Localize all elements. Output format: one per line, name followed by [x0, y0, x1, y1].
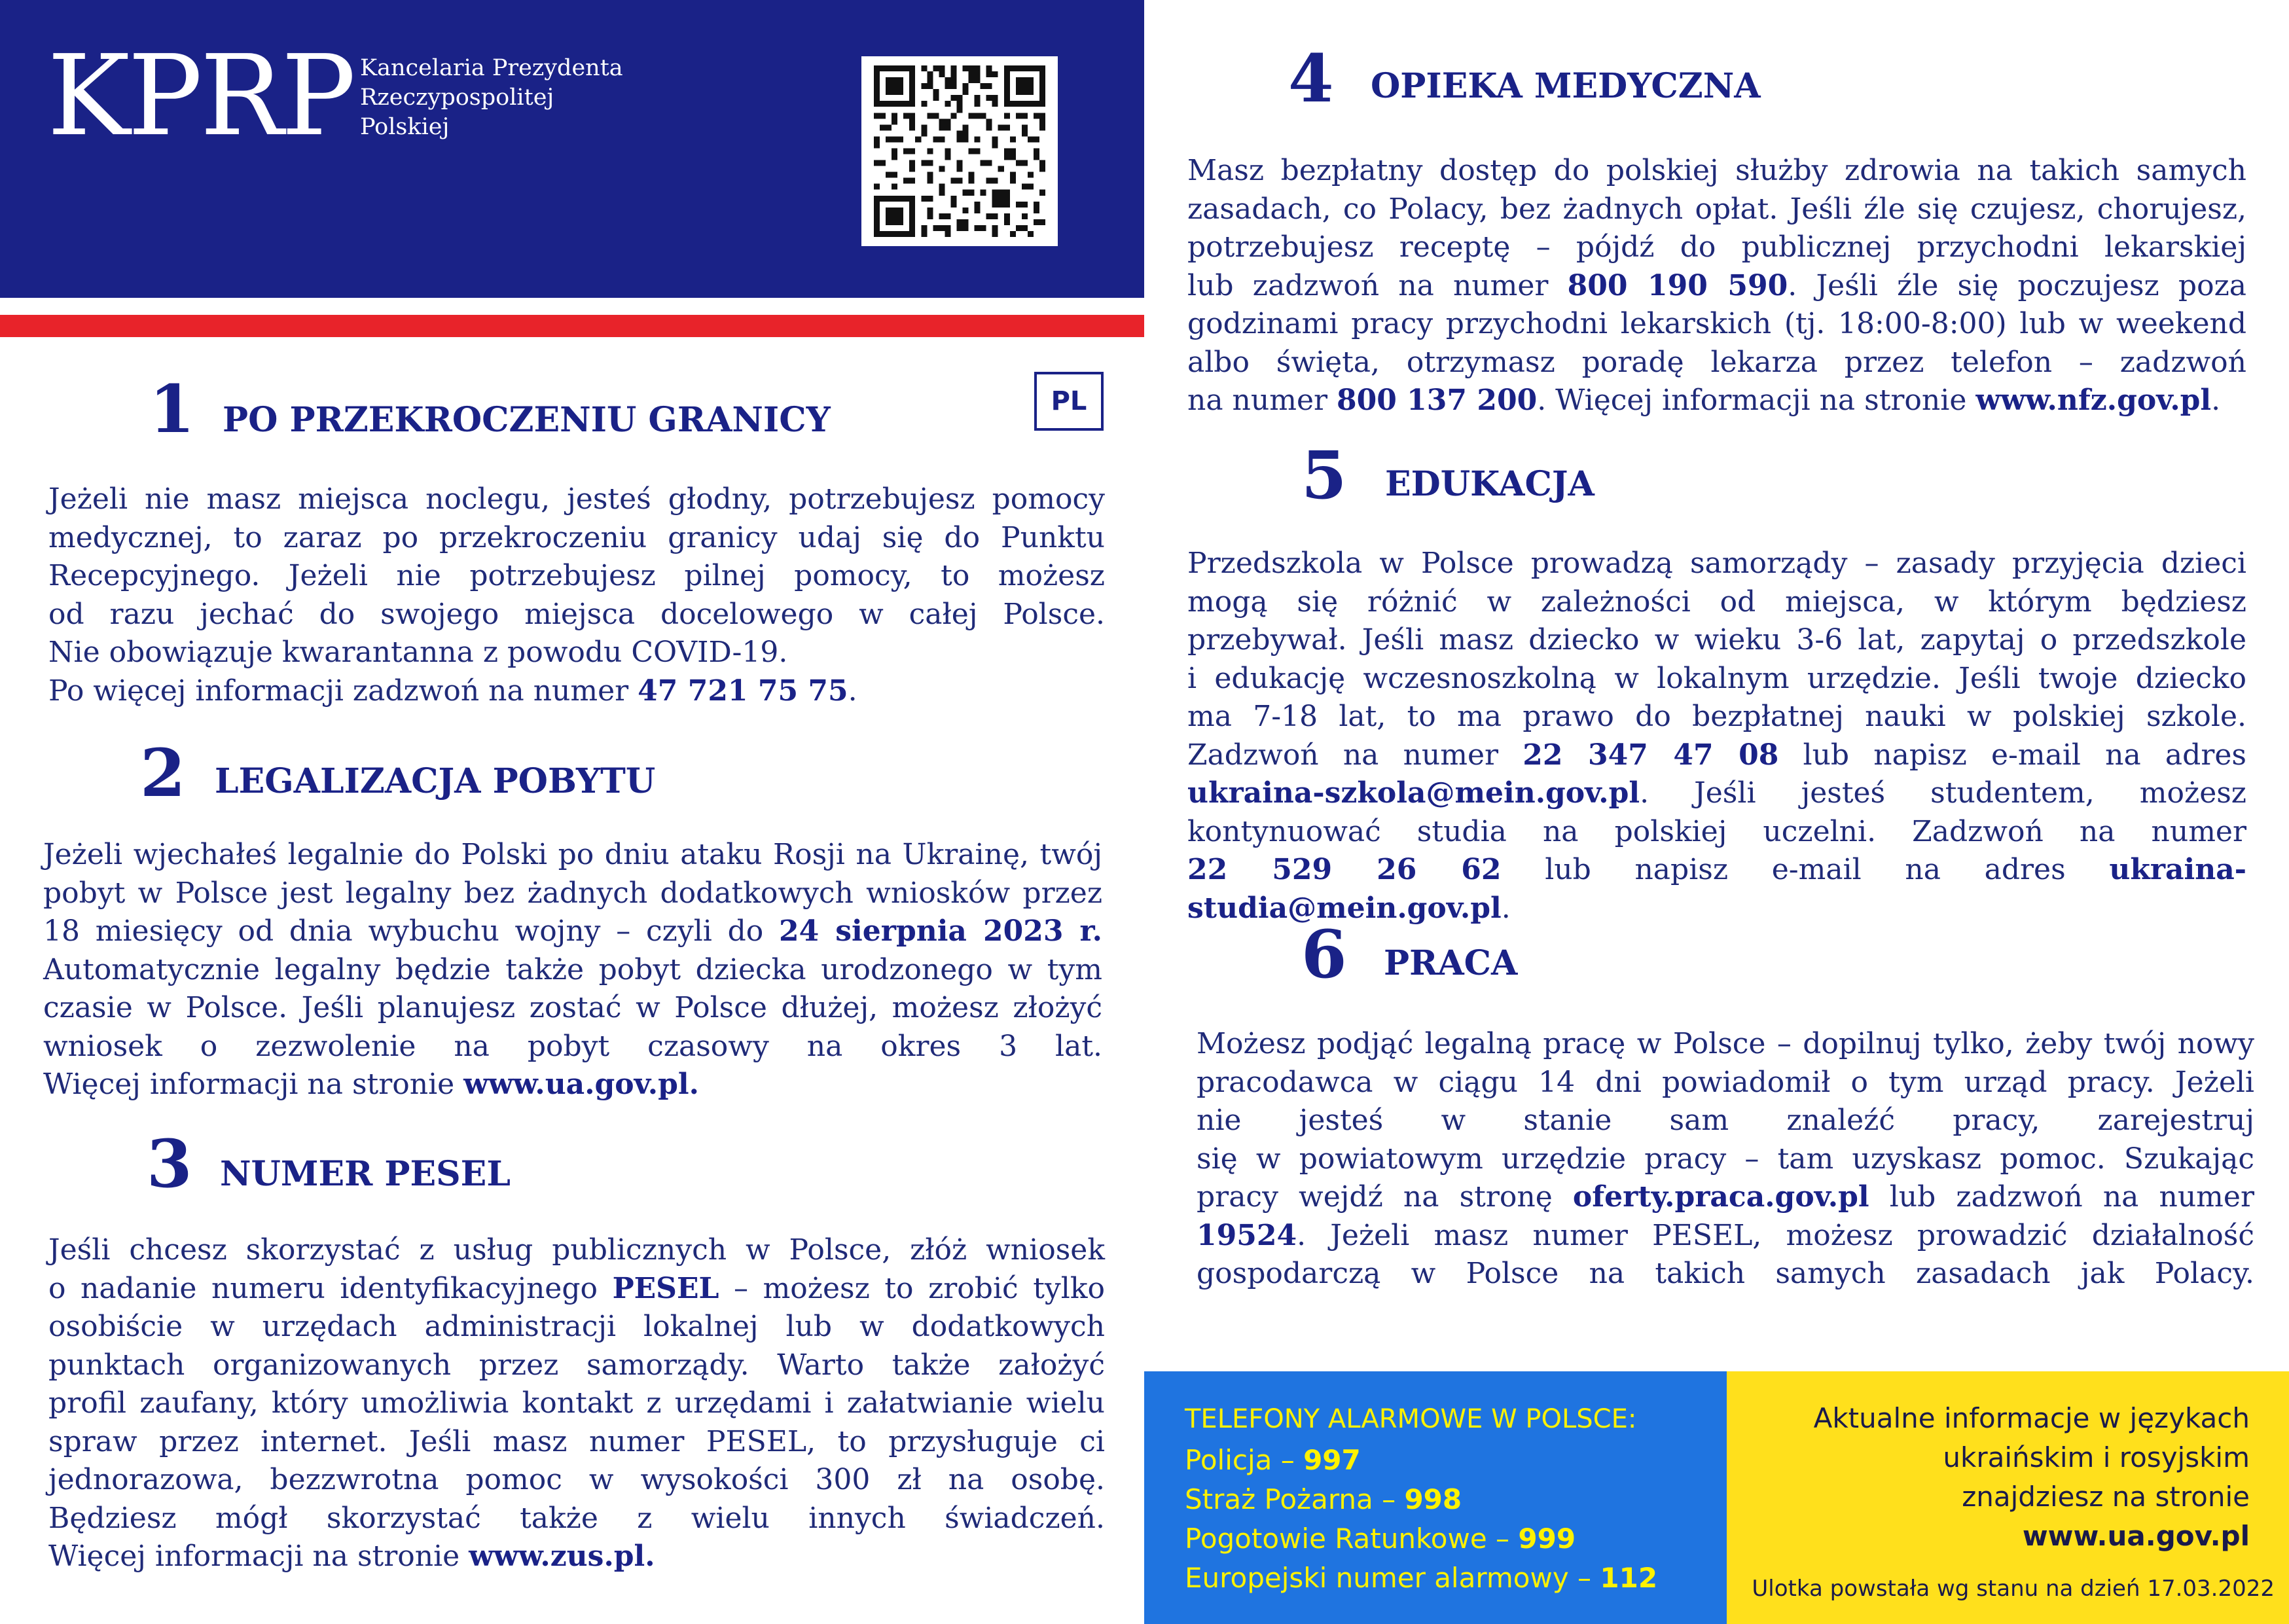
section-5-body [1187, 545, 2246, 928]
text-fragment: . [1501, 891, 1511, 925]
text-line [1197, 1178, 2254, 1217]
flag-white-stripe [0, 298, 1144, 315]
section-3-body [48, 1231, 1105, 1576]
emergency-numbers-box [1144, 1371, 1727, 1624]
section-title: PRACA [1384, 943, 1518, 983]
text-fragment: lub zadzwoń na numer [1187, 268, 1568, 302]
info-line: ukraińskim i rosyjskim [1943, 1441, 2250, 1473]
text-line: i edukację wczesnoszkolną w lokalnym urzędzie. Jeśli twoje dziecko [1187, 661, 2246, 695]
emergency-phone-number[interactable]: 998 [1404, 1483, 1462, 1515]
organization-name-line: Polskiej [360, 114, 450, 140]
text-fragment: . Jeżeli masz numer PESEL, możesz prowadzić działalność [1297, 1218, 2254, 1252]
qr-code[interactable] [861, 56, 1058, 246]
info-line: znajdziesz na stronie [1962, 1481, 2250, 1513]
emergency-number-item [1185, 1519, 1727, 1559]
phone-number[interactable]: 800 137 200 [1337, 384, 1538, 417]
text-line [43, 912, 1102, 951]
website-link[interactable]: www.zus.pl. [469, 1540, 655, 1573]
text-fragment: lub napisz e-mail na adres [1778, 738, 2246, 772]
text-fragment: na numer [1187, 384, 1337, 417]
emergency-number-item [1185, 1559, 1727, 1598]
website-link[interactable]: www.ua.gov.pl. [463, 1068, 699, 1101]
text-line: wniosek o zezwolenie na pobyt czasowy na okres 3 lat. [43, 1029, 1102, 1063]
text-line: ma 7-18 lat, to ma prawo do bezpłatnej nauki w polskiej szkole. [1187, 700, 2246, 733]
text-line: gospodarczą w Polsce na takich samych zasadach jak Polacy. [1197, 1257, 2254, 1290]
text-line: zasadach, co Polacy, bez żadnych opłat. Jeśli źle się czujesz, chorujesz, [1187, 192, 2246, 226]
text-line: osobiście w urzędach administracji lokalnej lub w dodatkowych [48, 1310, 1105, 1343]
text-line: Możesz podjąć legalną pracę w Polsce – dopilnuj tylko, żeby twój nowy [1197, 1027, 2254, 1060]
text-line: czasie w Polsce. Jeśli planujesz zostać w Polsce dłużej, możesz złożyć [43, 991, 1102, 1024]
emergency-phone-number[interactable]: 997 [1303, 1444, 1361, 1476]
text-fragment: o nadanie numeru identyfikacyjnego [48, 1271, 613, 1305]
emergency-number-item [1185, 1441, 1727, 1480]
section-title: PO PRZEKROCZENIU GRANICY [223, 400, 831, 440]
website-link[interactable]: oferty.praca.gov.pl [1572, 1180, 1869, 1214]
phone-number[interactable]: 22 347 47 08 [1523, 738, 1779, 772]
text-line: Recepcyjnego. Jeżeli nie potrzebujesz pilnej pomocy, to możesz [48, 559, 1105, 592]
text-fragment: Więcej informacji na stronie [43, 1068, 464, 1101]
text-fragment: lub napisz e-mail na adres [1501, 853, 2110, 886]
info-line: Aktualne informacje w językach [1813, 1402, 2250, 1434]
text-line [1197, 1217, 2254, 1255]
info-text [1778, 1399, 2250, 1556]
organization-name-line: Kancelaria Prezydenta [360, 55, 623, 81]
deadline-date: 24 sierpnia 2023 r. [778, 914, 1103, 948]
text-line: Masz bezpłatny dostęp do polskiej służby zdrowia na takich samych [1187, 154, 2246, 187]
language-badge: PL [1034, 372, 1104, 431]
website-link[interactable]: www.nfz.gov.pl [1975, 384, 2212, 417]
text-line: nie jesteś w stanie sam znaleźć pracy, zarejestruj [1197, 1104, 2254, 1137]
section-title: EDUKACJA [1385, 464, 1595, 504]
section-title: LEGALIZACJA POBYTU [215, 761, 656, 801]
text-line: Nie obowiązuje kwarantanna z powodu COVID-19. [48, 636, 788, 669]
text-fragment: 18 miesięcy od dnia wybuchu wojny – czyli do [43, 914, 779, 948]
section-number: 1 [149, 370, 195, 448]
section-1-body [48, 480, 1105, 710]
phone-number[interactable]: 22 529 26 62 [1187, 853, 1502, 886]
text-line [43, 1066, 1102, 1104]
text-line: Jeżeli wjechałeś legalnie do Polski po dniu ataku Rosji na Ukrainę, twój [43, 838, 1102, 871]
phone-number[interactable]: 800 190 590 [1567, 268, 1788, 302]
emergency-service-label: Pogotowie Ratunkowe – [1185, 1523, 1519, 1555]
qr-code-icon [871, 65, 1049, 237]
text-line [1187, 382, 2246, 420]
email-link[interactable]: ukraina-studia@mein.gov.pl [1187, 853, 2246, 925]
text-line: Będziesz mógł skorzystać także z wielu innych świadczeń. [48, 1501, 1105, 1535]
section-title: NUMER PESEL [220, 1154, 511, 1194]
section-2-body [43, 836, 1102, 1104]
flag-red-stripe [0, 315, 1144, 337]
text-fragment: Więcej informacji na stronie [48, 1540, 469, 1573]
phone-number[interactable]: 47 721 75 75 [638, 674, 848, 708]
emergency-phone-number[interactable]: 999 [1518, 1523, 1576, 1555]
leaflet-date-note: Ulotka powstała wg stanu na dzień 17.03.2022 [1752, 1576, 2275, 1602]
text-fragment: . Więcej informacji na stronie [1537, 384, 1976, 417]
info-box [1727, 1371, 2289, 1624]
text-line: Jeśli chcesz skorzystać z usług publicznych w Polsce, złóż wniosek [48, 1233, 1105, 1267]
text-line: się w powiatowym urzędzie pracy – tam uzyskasz pomoc. Szukając [1197, 1142, 2254, 1176]
section-title: OPIEKA MEDYCZNA [1371, 66, 1761, 106]
emergency-numbers-title: TELEFONY ALARMOWE W POLSCE: [1185, 1404, 1637, 1434]
organization-name-line: Rzeczypospolitej [360, 84, 554, 111]
pesel-term: PESEL [612, 1271, 719, 1305]
text-line: pracodawca w ciągu 14 dni powiadomił o tym urząd pracy. Jeżeli [1197, 1065, 2254, 1099]
section-number: 6 [1301, 916, 1347, 993]
text-fragment: . Jeśli jesteś studentem, możesz [1640, 776, 2246, 810]
text-line: albo święta, otrzymasz poradę lekarza przez telefon – zadzwoń [1187, 345, 2246, 379]
text-line: punktach organizowanych przez samorządy. Warto także założyć [48, 1348, 1105, 1382]
text-line: medycznej, to zaraz po przekroczeniu granicy udaj się do Punktu [48, 520, 1105, 554]
text-line [1187, 267, 2246, 306]
text-fragment: . [2211, 384, 2221, 417]
text-fragment: Zadzwoń na numer [1187, 738, 1523, 772]
kprp-logo: KPRP [47, 31, 353, 161]
section-number: 2 [140, 734, 186, 812]
info-website-link-text: www.ua.gov.pl [2022, 1520, 2250, 1552]
text-line: pobyt w Polsce jest legalny bez żadnych dodatkowych wniosków przez [43, 876, 1102, 910]
text-line: Jeżeli nie masz miejsca noclegu, jesteś głodny, potrzebujesz pomocy [48, 482, 1105, 516]
phone-number[interactable]: 19524 [1197, 1218, 1297, 1252]
text-fragment: . Jeśli źle się poczujesz poza [1788, 268, 2246, 302]
text-line: spraw przez internet. Jeśli masz numer PESEL, to przysługuje ci [48, 1424, 1105, 1458]
text-line: Przedszkola w Polsce prowadzą samorządy – zasady przyjęcia dzieci [1187, 547, 2246, 580]
section-number: 4 [1288, 40, 1334, 117]
emergency-service-label: Straż Pożarna – [1185, 1483, 1405, 1515]
emergency-service-label: Policja – [1185, 1444, 1304, 1476]
text-line: kontynuować studia na polskiej uczelni. Zadzwoń na numer [1187, 814, 2246, 848]
text-line [1187, 736, 2246, 775]
text-fragment: pracy wejdź na stronę [1197, 1180, 1573, 1214]
text-fragment: Po więcej informacji zadzwoń na numer [48, 674, 638, 708]
text-fragment: . [848, 674, 857, 708]
text-line [1187, 774, 2246, 813]
email-link[interactable]: ukraina-szkola@mein.gov.pl [1187, 776, 1640, 810]
text-line: od razu jechać do swojego miejsca docelowego w całej Polsce. [48, 597, 1105, 631]
text-line: godzinami pracy przychodni lekarskich (tj. 18:00-8:00) lub w weekend [1187, 307, 2246, 340]
text-line [48, 672, 1105, 711]
organization-name [360, 54, 661, 142]
text-line: przebywał. Jeśli masz dziecko w wieku 3-6 lat, zapytaj o przedszkole [1187, 623, 2246, 657]
section-4-body [1187, 152, 2246, 420]
info-website-link[interactable] [1778, 1517, 2250, 1556]
emergency-service-label: Europejski numer alarmowy – [1185, 1562, 1600, 1594]
text-line: Automatycznie legalny będzie także pobyt dziecka urodzonego w tym [43, 952, 1102, 986]
emergency-number-item [1185, 1480, 1727, 1519]
text-fragment: lub zadzwoń na numer [1869, 1180, 2254, 1214]
section-6-body [1197, 1025, 2254, 1293]
text-line: mogą się różnić w zależności od miejsca, w którym będziesz [1187, 585, 2246, 619]
text-fragment: – możesz to zrobić tylko [719, 1271, 1105, 1305]
emergency-phone-number[interactable]: 112 [1600, 1562, 1658, 1594]
text-line [48, 1270, 1105, 1308]
text-line [48, 1538, 1105, 1576]
text-line: jednorazowa, bezzwrotna pomoc w wysokości 300 zł na osobę. [48, 1463, 1105, 1496]
text-line: potrzebujesz receptę – pójdź do publicznej przychodni lekarskiej [1187, 230, 2246, 264]
text-line: profil zaufany, który umożliwia kontakt z urzędami i załatwianie wielu [48, 1386, 1105, 1420]
section-number: 5 [1301, 437, 1347, 514]
section-number: 3 [147, 1125, 192, 1202]
